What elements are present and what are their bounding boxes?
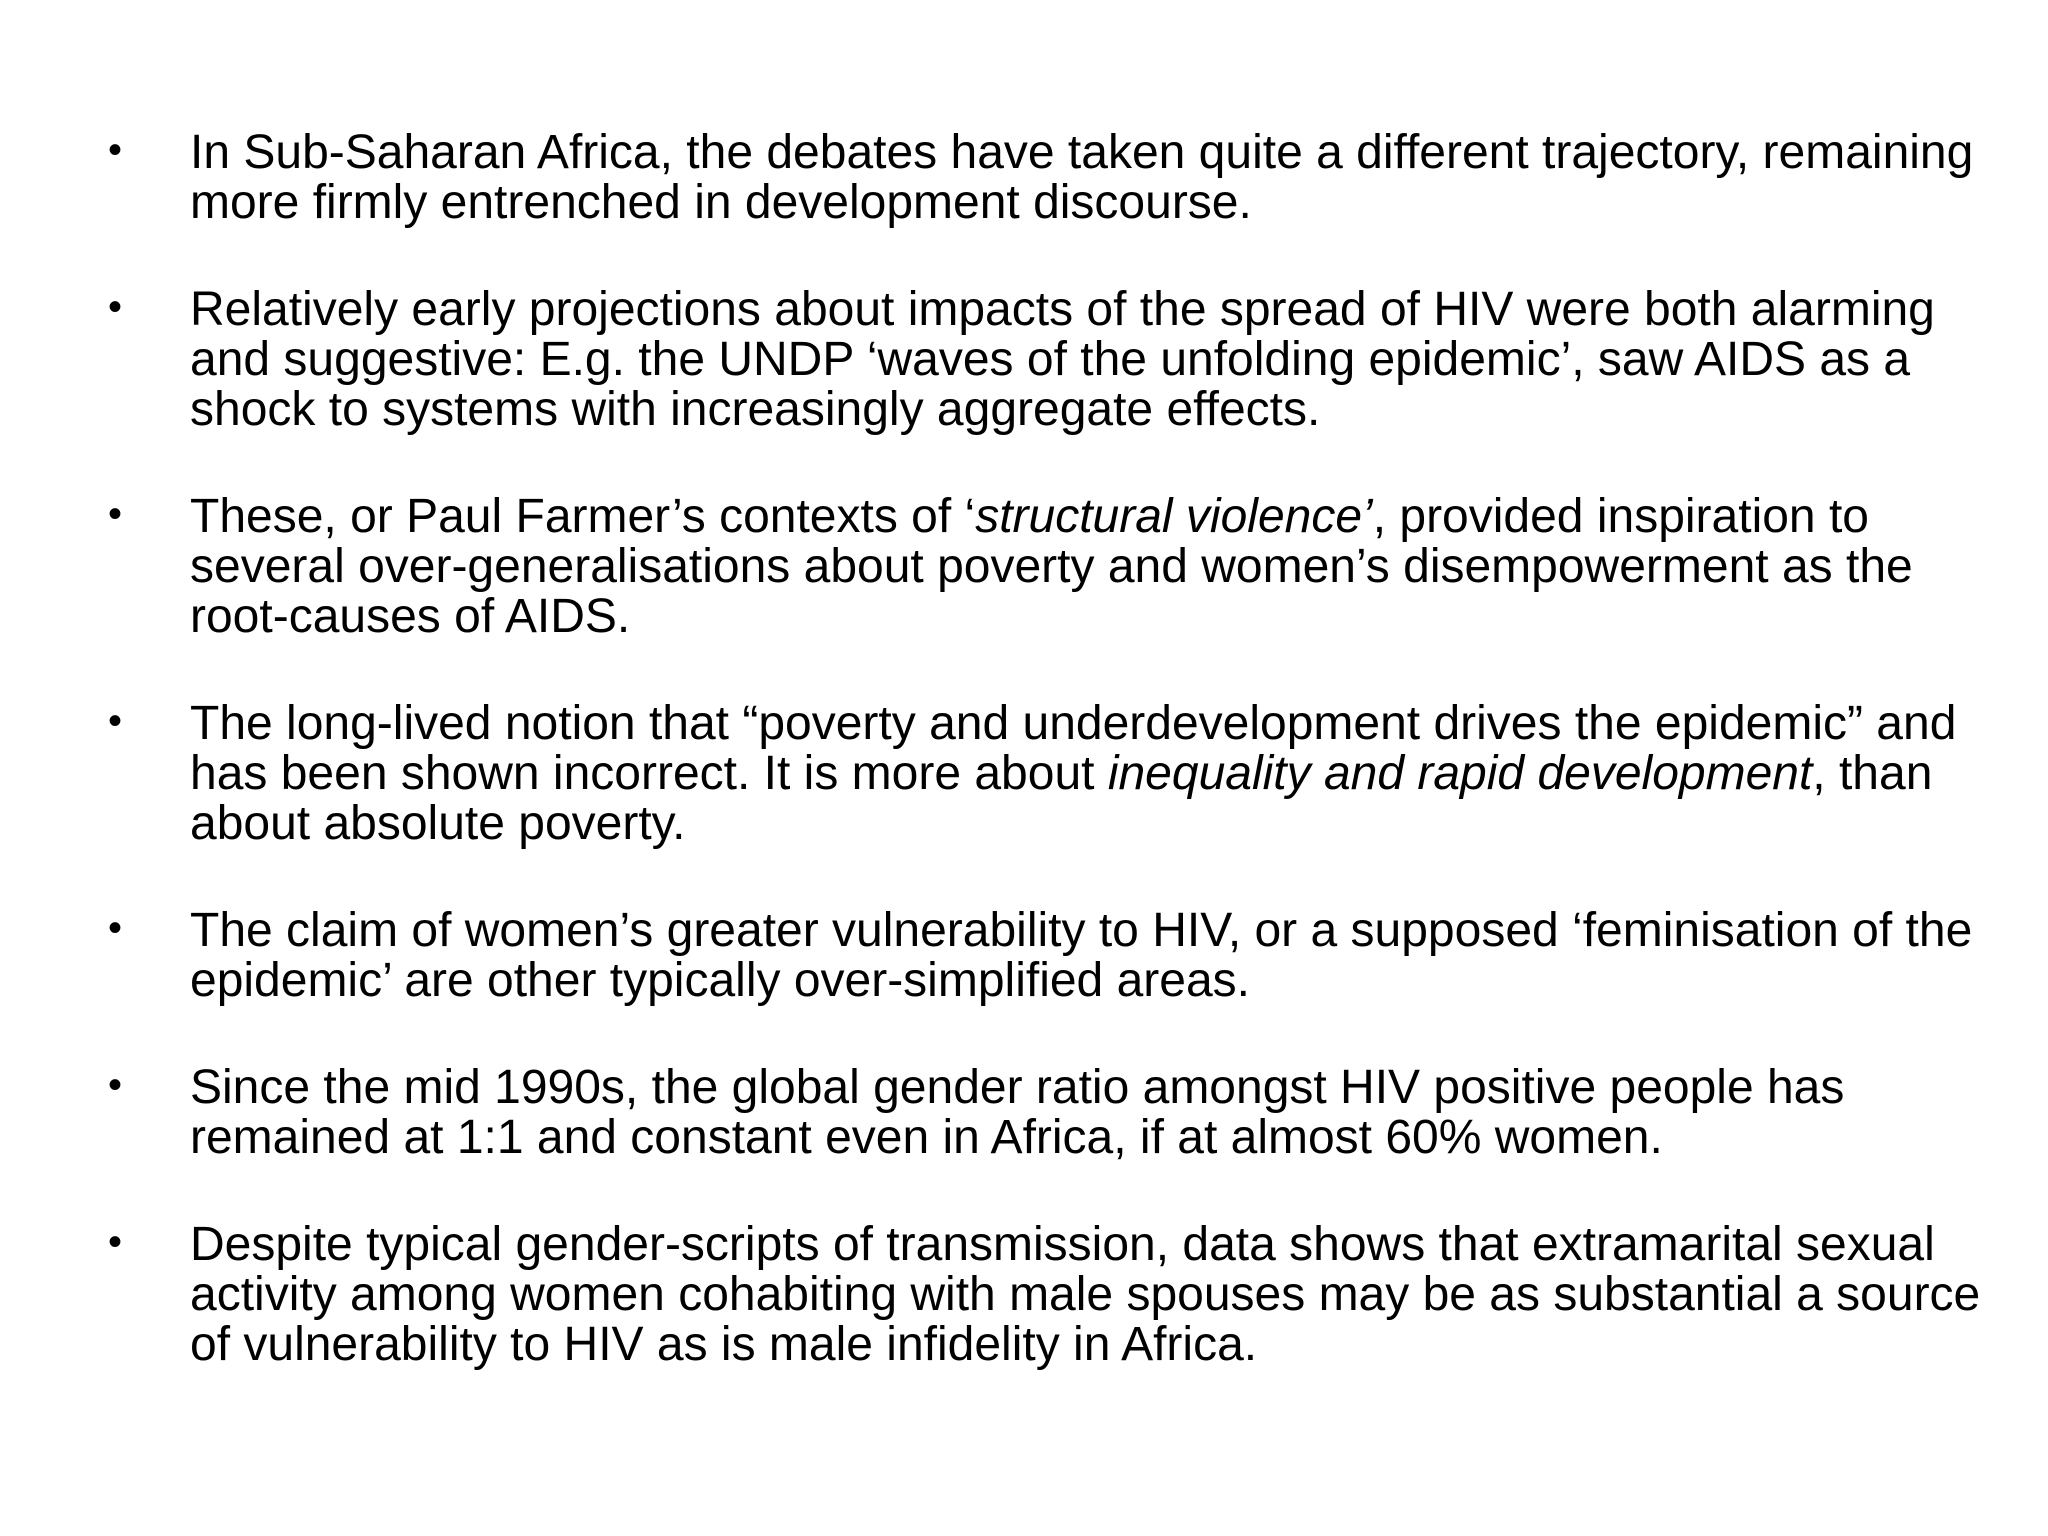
bullet-item — [108, 285, 1988, 435]
bullet-text-italic: structural violence’ — [975, 490, 1373, 543]
bullet-text — [190, 906, 1988, 1006]
bullet-item — [108, 1220, 1988, 1370]
bullet-dot-icon: • — [108, 699, 123, 743]
bullet-text-segment: , than about absolute poverty. — [190, 747, 1933, 850]
bullet-dot-icon: • — [108, 492, 123, 536]
bullet-item — [108, 128, 1988, 228]
bullet-dot-icon: • — [108, 906, 123, 950]
bullet-item — [108, 1063, 1988, 1163]
bullet-text-italic: inequality and rapid development — [1107, 747, 1813, 800]
bullet-text-segment: Relatively early projections about impacts of the spread of HIV were both alarming and suggestive: E.g. the UNDP ‘waves of the unfolding epidemic’, saw AIDS as a shock to systems with increasingly aggregate effects. — [190, 283, 1935, 436]
bullet-text — [190, 699, 1988, 849]
bullet-text — [190, 1220, 1988, 1370]
bullet-text-segment: Since the mid 1990s, the global gender ratio amongst HIV positive people has remained at 1:1 and constant even in Africa, if at almost 60% women. — [190, 1061, 1845, 1164]
bullet-text-segment: The long-lived notion that “poverty and underdevelopment drives the epidemic” and has been shown incorrect. It is more about — [190, 697, 1957, 800]
bullet-text — [190, 128, 1988, 228]
bullet-text-segment: , provided inspiration to several over-generalisations about poverty and women’s disempowerment as the root-causes of AIDS. — [190, 490, 1913, 643]
bullet-text-segment: In Sub-Saharan Africa, the debates have taken quite a different trajectory, remaining more firmly entrenched in development discourse. — [190, 126, 1974, 229]
bullet-item — [108, 906, 1988, 1006]
bullet-item — [108, 492, 1988, 642]
bullet-item — [108, 699, 1988, 849]
bullet-text — [190, 285, 1988, 435]
bullet-text-segment: These, or Paul Farmer’s contexts of ‘ — [190, 490, 976, 543]
bullet-dot-icon: • — [108, 1063, 123, 1107]
bullet-dot-icon: • — [108, 1220, 123, 1264]
bullet-dot-icon: • — [108, 285, 123, 329]
bullet-text-segment: Despite typical gender-scripts of transmission, data shows that extramarital sexual activity among women cohabiting with male spouses may be as substantial a source of vulnerability to HIV as is male infidelity in Africa. — [190, 1218, 1981, 1371]
bullet-text — [190, 1063, 1988, 1163]
bullet-text — [190, 492, 1988, 642]
bullet-text-segment: The claim of women’s greater vulnerability to HIV, or a supposed ‘feminisation of the epidemic’ are other typically over-simplified areas. — [190, 904, 1973, 1007]
bullet-dot-icon: • — [108, 128, 123, 172]
bullet-list — [108, 128, 1988, 1427]
